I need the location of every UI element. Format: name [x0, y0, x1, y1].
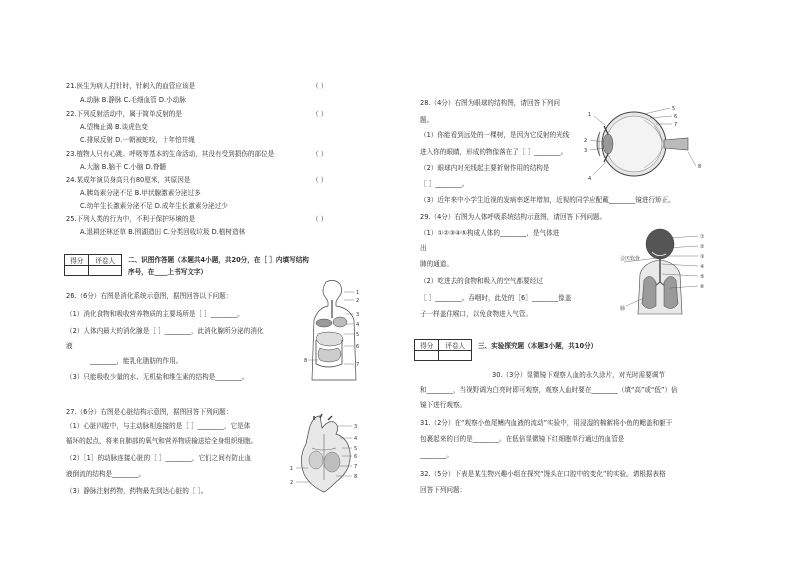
q25-options: A.退耕还林还草 B.围湖造田 C.分类回收垃圾 D.植树造林	[80, 228, 246, 236]
q28-line-2: 题。	[420, 116, 434, 124]
grader-label: 评卷人	[89, 255, 122, 266]
q26-line-4: 液	[66, 342, 73, 350]
q23-options: A.大脑 B.脑干 C.小脑 D.脊髓	[80, 163, 167, 171]
q27-line-1: 27.（6分）右图是心脏结构示意图，据图回答下列问题：	[66, 408, 233, 416]
q31-line-1: 31.（2分）在“观察小鱼尾鳍内血液的流动”实验中，用浸湿的棉絮将小鱼的鳃盖和躯干	[420, 419, 673, 427]
digestive-label: 7	[356, 362, 360, 368]
score-box-label: 得分	[65, 255, 89, 266]
q32-line-1: 32.（5分）下表是某生物兴趣小组在探究“馒头在口腔中的变化”的实验。请根据表格	[420, 470, 666, 478]
q22-options-2: C.排尿反射 D.一朝被蛇咬，十年怕井绳	[80, 136, 195, 144]
q21-paren: （ ）	[312, 82, 328, 90]
q28-line-4: 进入你的眼睛，形成的物像落在了［ ］________。	[420, 148, 568, 156]
q27-line-4: （2）［1］的动脉连接心脏的［ ］________，它们之间有防止血	[66, 454, 252, 462]
eye-label: 8	[698, 164, 702, 170]
q24-stem: 24.某成年演员身高只有80厘米，其原因是	[66, 176, 191, 184]
eye-label: 1	[588, 112, 592, 118]
grader-label: 评卷人	[439, 340, 472, 351]
q29-line-5: （2）吃进去的食物和吸入的空气都要经过	[420, 277, 543, 285]
eye-label: 2	[584, 138, 588, 144]
section3-title: 三、实验探究题（本题3小题，共10分）	[478, 342, 598, 350]
respiratory-label: ①	[700, 234, 705, 240]
respiratory-system-figure	[620, 228, 740, 318]
respiratory-label: ⑥	[700, 284, 705, 290]
respiratory-label: ③	[700, 254, 705, 260]
heart-figure	[290, 414, 362, 494]
q22-paren: （ ）	[312, 110, 328, 118]
eye-label: 6	[674, 114, 678, 120]
q29-line-2: （1）①②③④⑤构成人体的________，是气体进	[420, 229, 560, 237]
q23-stem: 23.植物人只有心跳、呼吸等基本的生命活动，其没有受到损伤的部位是	[66, 150, 275, 158]
q31-line-3: ________。	[420, 451, 453, 459]
eye-figure	[584, 104, 708, 188]
section2-title-2: 序号，在____上书写文字）	[128, 268, 208, 276]
eye-label: 3	[584, 148, 588, 154]
q29-line-7: 子一样盖住喉口，以免食物进入气管。	[420, 310, 533, 318]
q21-options: A.动脉 B.静脉 C.毛细血管 D.小动脉	[80, 96, 186, 104]
grader-cell[interactable]	[439, 351, 472, 361]
digestive-system-figure	[304, 278, 364, 382]
q30-line-1: 30.（3分）显微镜下观察人血的永久涂片，对光时需要调节	[492, 371, 665, 379]
respiratory-label: ②	[700, 244, 705, 250]
respiratory-label: ⑤	[700, 274, 705, 280]
score-box-left	[64, 254, 122, 276]
q24-paren: （ ）	[312, 176, 328, 184]
q22-options-1: A.望梅止渴 B.谈虎色变	[80, 123, 148, 131]
q30-line-2: 和________，当视野调为白亮时即可观察，观察人血时要在________（填“高”或“低”）倍	[420, 386, 678, 394]
q25-stem: 25.下列人类的行为中，不利于保护环境的是	[66, 215, 196, 223]
section2-title-1: 二、识图作答题（本题共4小题，共20分，在［ ］内填写结构	[128, 256, 309, 264]
digestive-label: 5	[356, 332, 360, 338]
digestive-label: 1	[356, 290, 360, 296]
q22-stem: 22.下列反射活动中，属于简单反射的是	[66, 110, 182, 118]
q27-line-5: 液倒流的结构是________。	[66, 470, 146, 478]
q24-options-2: C.幼年生长激素分泌不足 D.成年生长激素分泌过少	[80, 202, 228, 210]
eye-label: 4	[588, 176, 592, 182]
q28-line-3: （1）你能看到远处的一棵树，是因为它反射的光线	[420, 131, 570, 139]
digestive-label: 2	[356, 298, 360, 304]
q29-line-1: 29.（4分）右图为人体呼吸系统结构示意图，请回答下列问题。	[420, 213, 607, 221]
q26-line-3: （2）人体内最大的消化腺是［ ］________，此消化腺所分泌的消化	[66, 327, 264, 335]
heart-label: 5	[354, 446, 358, 452]
score-cell[interactable]	[65, 266, 89, 276]
heart-label: 4	[354, 436, 358, 442]
q30-line-3: 镜下进行观察。	[420, 401, 467, 409]
q27-line-3: 循环的起点，将来自肺部的氧气和营养物质输送给全身组织细胞。	[66, 437, 258, 445]
digestive-label: 6	[356, 344, 360, 350]
score-box-right	[414, 339, 472, 361]
q28-line-7: （3）近年来中小学生近视的发病率逐年增加，近视的同学应配戴________镜进行矫正。	[420, 196, 675, 204]
heart-label: 1	[290, 466, 294, 472]
q26-line-5: ________，能乳化脂肪的作用。	[90, 357, 183, 365]
q28-line-5: （2）眼球内对光线起主要折射作用的结构是	[420, 164, 550, 172]
respiratory-label-epiglottis: 会厌软骨	[620, 256, 641, 262]
digestive-label: 3	[356, 312, 360, 318]
q31-line-2: 包裹起来的目的是________。在低倍显微镜下红细胞单行通过的血管是	[420, 435, 625, 443]
heart-label: 7	[354, 464, 358, 470]
digestive-label: 8	[304, 358, 308, 364]
q26-line-1: 26.（6分）右图是消化系统示意图，据图回答以下问题：	[66, 292, 233, 300]
heart-label: 2	[290, 480, 294, 486]
heart-label: 8	[354, 474, 358, 480]
q29-line-6: ［ ］________。吞咽时，此处的［6］________像盖	[420, 294, 572, 302]
q28-line-1: 28.（4分）右图为眼球的结构图，请回答下列问	[420, 99, 560, 107]
q27-line-6: （3）静脉注射药物，药物最先到达心脏的［ ］。	[66, 487, 208, 495]
score-box-label: 得分	[415, 340, 439, 351]
q26-line-6: （3）只能吸收少量的水、无机盐和维生素的结构是________。	[66, 373, 249, 381]
score-cell[interactable]	[415, 351, 439, 361]
eye-label: 5	[672, 106, 676, 112]
respiratory-label: ④	[700, 264, 705, 270]
grader-cell[interactable]	[89, 266, 122, 276]
q28-line-6: ［ ］________。	[420, 180, 469, 188]
digestive-label: 4	[356, 322, 360, 328]
q29-line-4: 肺的通道。	[420, 260, 453, 268]
q23-paren: （ ）	[312, 150, 328, 158]
q25-paren: （ ）	[312, 215, 328, 223]
q21-stem: 21.医生为病人打针时，针刺入的血管应该是	[66, 82, 196, 90]
eye-label: 7	[674, 122, 678, 128]
q24-options-1: A.胰岛素分泌不足 B.甲状腺激素分泌过多	[80, 189, 201, 197]
respiratory-label-lung: 肺	[620, 306, 626, 312]
heart-label: 6	[354, 454, 358, 460]
q29-line-3: 出	[420, 244, 427, 252]
heart-label: 3	[354, 424, 358, 430]
q26-line-2: （1）消化食物和吸收营养物质的主要场所是［ ］________。	[66, 310, 244, 318]
q32-line-2: 回答下列问题：	[420, 486, 467, 494]
q27-line-2: （1）心脏四腔中，与主动脉相连接的是［ ］________，它是体	[66, 422, 251, 430]
